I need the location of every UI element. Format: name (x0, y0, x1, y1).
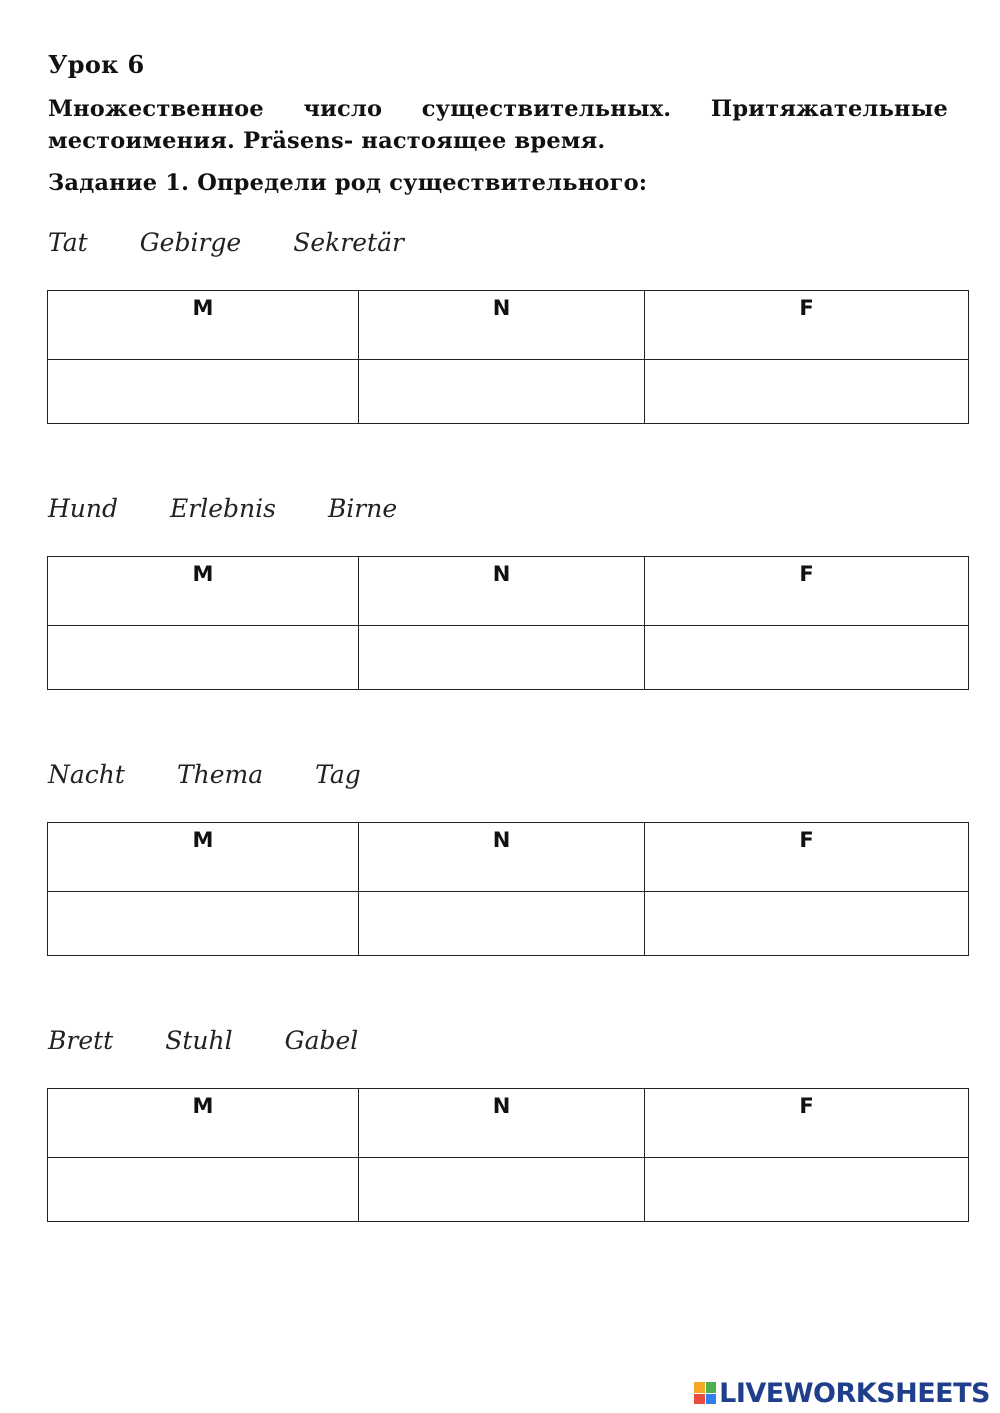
word: Gebirge (139, 228, 242, 257)
header-f: F (645, 557, 969, 626)
header-n: N (359, 291, 645, 360)
word: Stuhl (165, 1026, 233, 1055)
answer-cell-m[interactable] (48, 360, 359, 424)
lesson-subtitle: Множественное число существительных. Притяжательные местоимения. Präsens- настоящее время. (48, 96, 948, 154)
answer-cell-f[interactable] (645, 892, 969, 956)
header-n: N (359, 1089, 645, 1158)
word: Tat (48, 228, 88, 257)
task-title: Задание 1. Определи род существительного: (48, 170, 648, 196)
word: Birne (327, 494, 398, 523)
answer-cell-m[interactable] (48, 626, 359, 690)
header-f: F (645, 291, 969, 360)
answer-cell-m[interactable] (48, 892, 359, 956)
brand-name: LIVEWORKSHEETS (719, 1377, 990, 1409)
header-n: N (359, 557, 645, 626)
word-group-3 (48, 760, 413, 789)
header-m: M (48, 291, 359, 360)
logo-tile (706, 1394, 717, 1405)
word: Brett (48, 1026, 114, 1055)
answer-cell-m[interactable] (48, 1158, 359, 1222)
answer-cell-f[interactable] (645, 626, 969, 690)
answer-cell-n[interactable] (359, 1158, 645, 1222)
header-f: F (645, 1089, 969, 1158)
gender-table-4 (47, 1088, 969, 1222)
liveworksheets-logo-icon (694, 1382, 716, 1404)
word-group-1 (48, 228, 456, 257)
answer-cell-f[interactable] (645, 1158, 969, 1222)
answer-cell-n[interactable] (359, 360, 645, 424)
logo-tile (694, 1394, 705, 1405)
word: Tag (315, 760, 361, 789)
word: Nacht (48, 760, 125, 789)
gender-table-2 (47, 556, 969, 690)
header-m: M (48, 823, 359, 892)
gender-table-1 (47, 290, 969, 424)
lesson-title: Урок 6 (48, 50, 145, 79)
word: Thema (176, 760, 264, 789)
answer-cell-f[interactable] (645, 360, 969, 424)
header-n: N (359, 823, 645, 892)
word: Erlebnis (170, 494, 276, 523)
logo-tile (706, 1382, 717, 1393)
header-m: M (48, 1089, 359, 1158)
answer-cell-n[interactable] (359, 892, 645, 956)
header-m: M (48, 557, 359, 626)
liveworksheets-brand (694, 1378, 990, 1408)
word: Sekretär (293, 228, 404, 257)
answer-cell-n[interactable] (359, 626, 645, 690)
word: Hund (48, 494, 119, 523)
word-group-2 (48, 494, 449, 523)
word: Gabel (284, 1026, 359, 1055)
word-group-4 (48, 1026, 410, 1055)
gender-table-3 (47, 822, 969, 956)
logo-tile (694, 1382, 705, 1393)
header-f: F (645, 823, 969, 892)
